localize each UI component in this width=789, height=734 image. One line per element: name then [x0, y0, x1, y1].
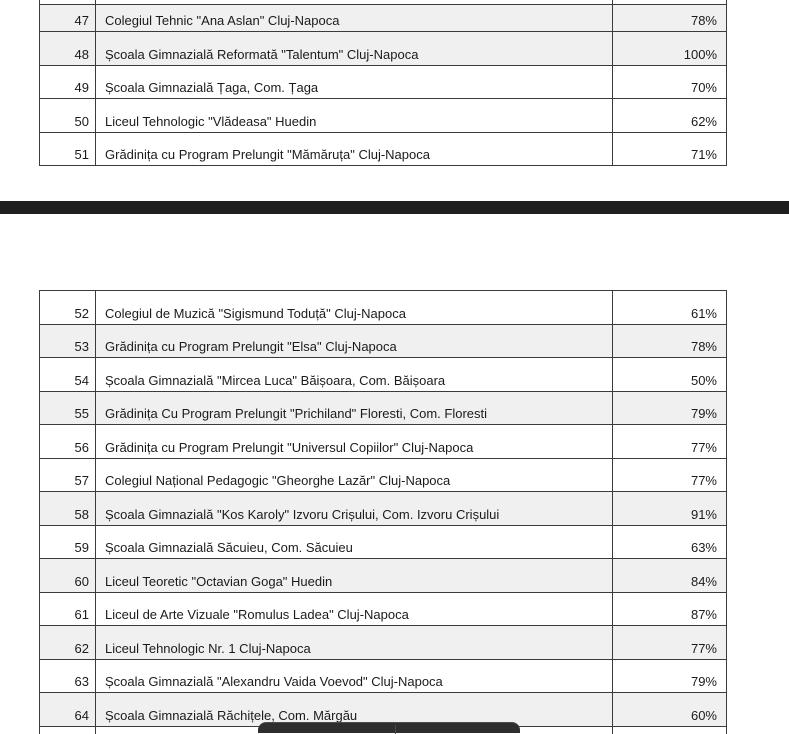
table-row [39, 325, 727, 359]
table-row [39, 133, 727, 167]
row-index-cell [39, 727, 96, 734]
percent-cell: 78% [612, 325, 727, 358]
school-name-cell: Liceul Tehnologic Nr. 1 Cluj-Napoca [105, 640, 311, 656]
percent-cell: 71% [612, 133, 727, 166]
school-name-cell: Liceul Teoretic "Octavian Goga" Huedin [105, 573, 333, 589]
table-row [39, 99, 727, 133]
document-table-page-bottom [39, 290, 727, 734]
table-row [39, 459, 727, 493]
percent-cell [612, 0, 727, 4]
row-index-cell: 52 [39, 291, 96, 324]
table-row [39, 5, 727, 32]
school-name-cell [96, 0, 612, 4]
percent-cell: 79% [612, 392, 727, 425]
row-index-cell: 51 [39, 133, 96, 166]
table-row [39, 392, 727, 426]
school-name-cell: Școala Gimnazială "Mircea Luca" Băișoara, Com. Băișoara [105, 372, 446, 388]
percent-cell: 60% [612, 693, 727, 726]
row-index-cell: 48 [39, 32, 96, 65]
school-name-cell: Școala Gimnazială "Alexandru Vaida Voevod" Cluj-Napoca [105, 674, 443, 689]
row-index-cell: 60 [39, 559, 96, 592]
row-index-cell: 56 [39, 425, 96, 458]
school-name-cell: Colegiul Național Pedagogic "Gheorghe Lazăr" Cluj-Napoca [105, 473, 451, 488]
row-index-cell: 61 [39, 593, 96, 626]
table-row [39, 32, 727, 66]
row-index-cell: 58 [39, 492, 96, 525]
percent-cell: 78% [612, 5, 727, 31]
row-index-cell: 59 [39, 526, 96, 559]
row-index-cell: 49 [39, 66, 96, 99]
percent-cell: 61% [612, 291, 727, 324]
percent-cell: 62% [612, 99, 727, 132]
row-index-cell: 62 [39, 626, 96, 659]
school-name-cell: Grădinița Cu Program Prelungit "Prichiland" Floresti, Com. Floresti [105, 406, 488, 421]
table-row [39, 593, 727, 627]
row-index-cell: 64 [39, 693, 96, 726]
percent-cell: 91% [612, 492, 727, 525]
row-index-cell: 55 [39, 392, 96, 425]
percent-cell: 50% [612, 358, 727, 391]
school-name-cell: Școala Gimnazială Reformată "Talentum" Cluj-Napoca [105, 46, 419, 62]
table-row [39, 559, 727, 593]
table-row [39, 66, 727, 100]
pdf-page-separator [0, 201, 789, 214]
school-name-cell: Școala Gimnazială Țaga, Com. Țaga [105, 80, 319, 95]
row-index-cell: 54 [39, 358, 96, 391]
table-row [39, 358, 727, 392]
row-index-cell: 53 [39, 325, 96, 358]
table-row [39, 425, 727, 459]
percent-cell: 79% [612, 660, 727, 693]
percent-cell [612, 727, 727, 734]
row-index-cell: 57 [39, 459, 96, 492]
school-name-cell: Colegiul Tehnic "Ana Aslan" Cluj-Napoca [105, 13, 340, 28]
school-name-cell: Liceul Tehnologic "Vlădeasa" Huedin [105, 113, 317, 129]
percent-cell: 87% [612, 593, 727, 626]
percent-cell: 77% [612, 459, 727, 492]
row-index-cell [39, 0, 96, 4]
row-index-cell: 50 [39, 99, 96, 132]
school-name-cell: Liceul de Arte Vizuale "Romulus Ladea" Cluj-Napoca [105, 607, 409, 622]
document-table-page-top [39, 0, 727, 166]
school-name-cell: Grădinița cu Program Prelungit "Elsa" Cluj-Napoca [105, 339, 397, 354]
table-row [39, 660, 727, 694]
table-row [39, 626, 727, 660]
percent-cell: 70% [612, 66, 727, 99]
percent-cell: 77% [612, 626, 727, 659]
table-row [39, 526, 727, 560]
school-name-cell: Școala Gimnazială Săcuieu, Com. Săcuieu [105, 540, 353, 555]
school-name-cell: Școala Gimnazială "Kos Karoly" Izvoru Crișului, Com. Izvoru Crișului [105, 506, 500, 522]
pdf-floating-toolbar[interactable] [258, 722, 520, 733]
table-row [39, 291, 727, 325]
percent-cell: 63% [612, 526, 727, 559]
school-name-cell: Colegiul de Muzică "Sigismund Toduță" Cluj-Napoca [105, 305, 406, 321]
percent-cell: 77% [612, 425, 727, 458]
school-name-cell: Școala Gimnazială Răchițele, Com. Mărgău [105, 707, 358, 723]
row-index-cell: 63 [39, 660, 96, 693]
school-name-cell: Grădinița cu Program Prelungit "Mămăruța" Cluj-Napoca [105, 147, 430, 162]
percent-cell: 84% [612, 559, 727, 592]
row-index-cell: 47 [39, 5, 96, 31]
percent-cell: 100% [612, 32, 727, 65]
table-row [39, 492, 727, 526]
school-name-cell: Grădinița cu Program Prelungit "Universul Copiilor" Cluj-Napoca [105, 439, 474, 455]
